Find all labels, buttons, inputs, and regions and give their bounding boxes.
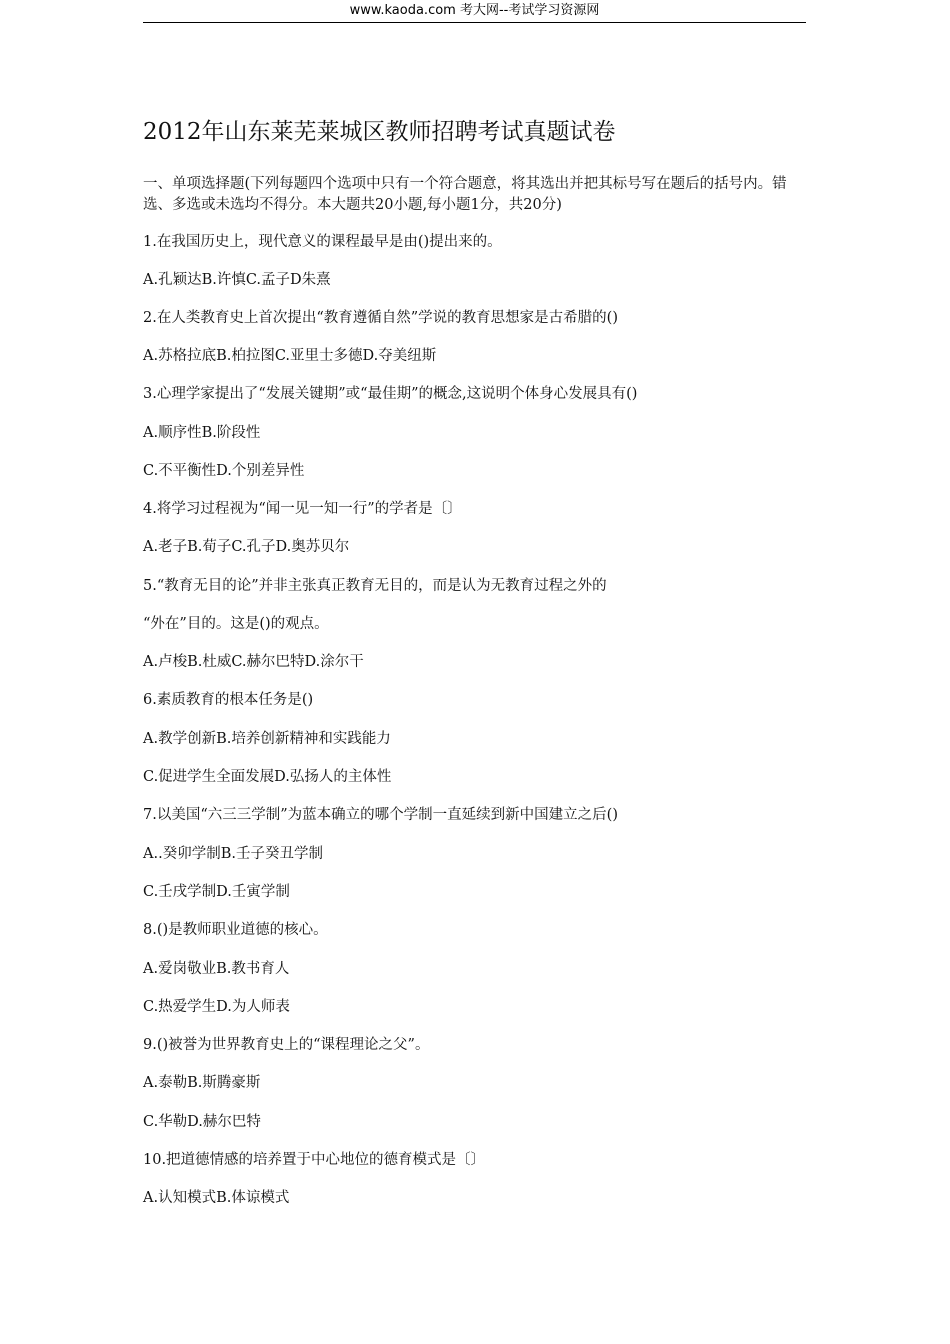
question-line: 10.把道德情感的培养置于中心地位的德育模式是〔〕 [143, 1152, 486, 1168]
option-line: C.华勒D.赫尔巴特 [143, 1114, 261, 1130]
option-line: A.苏格拉底B.柏拉图C.亚里士多德D.夺美纽斯 [143, 348, 437, 364]
option-line: A.老子B.荀子C.孔子D.奥苏贝尔 [143, 539, 350, 555]
option-line: A.教学创新B.培养创新精神和实践能力 [143, 731, 391, 747]
option-line: A.卢梭B.杜威C.赫尔巴特D.涂尔干 [143, 654, 364, 670]
question-line: 8.()是教师职业道德的核心。 [143, 922, 328, 938]
option-line: C.壬戌学制D.壬寅学制 [143, 884, 290, 900]
question-line: 6.素质教育的根本任务是() [143, 692, 314, 708]
question-line: 2.在人类教育史上首次提出“教育遵循自然”学说的教育思想家是古希腊的() [143, 310, 618, 326]
option-line: A.泰勒B.斯腾豪斯 [143, 1075, 261, 1091]
question-line: 3.心理学家提出了“发展关键期”或“最佳期”的概念,这说明个体身心发展具有() [143, 386, 638, 402]
section-intro: 一、单项选择题(下列每题四个选项中只有一个符合题意，将其选出并把其标号写在题后的括号内。错选、多选或未选均不得分。本大题共20小题,每小题1分，共20分) [143, 176, 787, 213]
option-line: A.顺序性B.阶段性 [143, 425, 261, 441]
question-line: 9.()被誉为世界教育史上的“课程理论之父”。 [143, 1037, 430, 1053]
question-line: “外在”目的。这是()的观点。 [143, 616, 329, 632]
option-line: C.促进学生全面发展D.弘扬人的主体性 [143, 769, 392, 785]
option-line: A.孔颖达B.许慎C.孟子D朱熹 [143, 272, 331, 288]
option-line: A.爱岗敬业B.教书育人 [143, 961, 290, 977]
option-line: C.不平衡性D.个别差异性 [143, 463, 305, 479]
option-line: C.热爱学生D.为人师表 [143, 999, 290, 1015]
question-line: 1.在我国历史上，现代意义的课程最早是由()提出来的。 [143, 234, 502, 250]
document-title: 2012年山东莱芜莱城区教师招聘考试真题试卷 [143, 119, 616, 145]
option-line: A.认知模式B.体谅模式 [143, 1190, 290, 1206]
option-line: A..癸卯学制B.壬子癸丑学制 [143, 846, 323, 862]
question-line: 4.将学习过程视为“闻一见一知一行”的学者是〔〕 [143, 501, 462, 517]
question-line: 5.“教育无目的论”并非主张真正教育无目的，而是认为无教育过程之外的 [143, 578, 607, 594]
question-line: 7.以美国“六三三学制”为蓝本确立的哪个学制一直延续到新中国建立之后() [143, 807, 618, 823]
page-header: www.kaoda.com 考大网--考试学习资源网 [143, 0, 806, 23]
